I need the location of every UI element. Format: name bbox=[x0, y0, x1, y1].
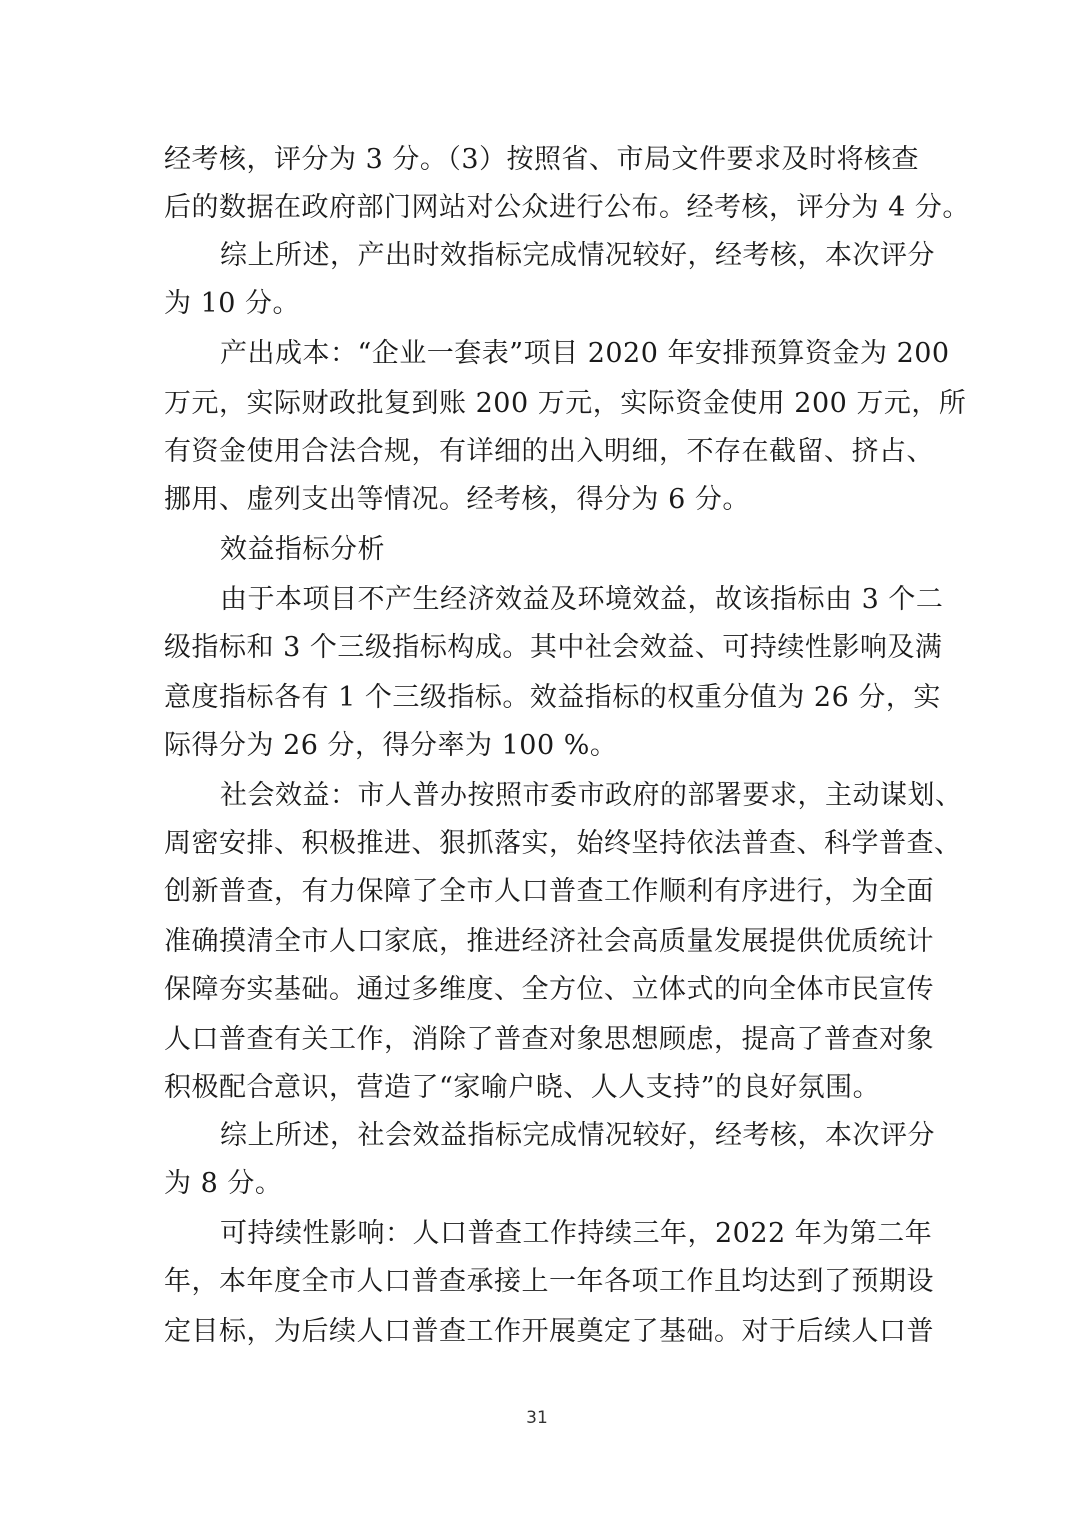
text-line: 挪用、虚列支出等情况。经考核，得分为 6 分。 bbox=[164, 484, 750, 515]
text-line: 创新普查，有力保障了全市人口普查工作顺利有序进行，为全面 bbox=[164, 876, 934, 907]
text-line: 综上所述，社会效益指标完成情况较好，经考核，本次评分 bbox=[220, 1120, 935, 1151]
text-line: 综上所述，产出时效指标完成情况较好，经考核，本次评分 bbox=[220, 240, 935, 271]
text-line: 准确摸清全市人口家底，推进经济社会高质量发展提供优质统计 bbox=[164, 926, 934, 957]
text-line: 后的数据在政府部门网站对公众进行公布。经考核，评分为 4 分。 bbox=[164, 192, 970, 223]
text-line: 意度指标各有 1 个三级指标。效益指标的权重分值为 26 分，实 bbox=[164, 682, 941, 713]
text-line: 产出成本：“企业一套表”项目 2020 年安排预算资金为 200 bbox=[220, 338, 950, 369]
text-line: 为 10 分。 bbox=[164, 288, 301, 319]
text-line: 经考核，评分为 3 分。（3）按照省、市局文件要求及时将核查 bbox=[164, 144, 920, 175]
text-line: 定目标，为后续人口普查工作开展奠定了基础。对于后续人口普 bbox=[164, 1316, 934, 1347]
text-line: 人口普查有关工作，消除了普查对象思想顾虑，提高了普查对象 bbox=[164, 1024, 934, 1055]
text-line: 可持续性影响：人口普查工作持续三年，2022 年为第二年 bbox=[220, 1218, 933, 1249]
text-line: 年，本年度全市人口普查承接上一年各项工作且均达到了预期设 bbox=[164, 1266, 934, 1297]
text-line: 级指标和 3 个三级指标构成。其中社会效益、可持续性影响及满 bbox=[164, 632, 943, 663]
text-line: 周密安排、积极推进、狠抓落实，始终坚持依法普查、科学普查、 bbox=[164, 828, 962, 859]
text-line: 保障夯实基础。通过多维度、全方位、立体式的向全体市民宣传 bbox=[164, 974, 934, 1005]
text-line: 际得分为 26 分，得分率为 100 %。 bbox=[164, 730, 618, 761]
text-line: 社会效益：市人普办按照市委市政府的部署要求，主动谋划、 bbox=[220, 780, 963, 811]
text-line: 积极配合意识，营造了“家喻户晓、人人支持”的良好氛围。 bbox=[164, 1072, 881, 1103]
text-line: 为 8 分。 bbox=[164, 1168, 283, 1199]
text-line: 有资金使用合法合规，有详细的出入明细，不存在截留、挤占、 bbox=[164, 436, 934, 467]
page-number: 31 bbox=[526, 1408, 548, 1428]
text-line: 由于本项目不产生经济效益及环境效益，故该指标由 3 个二 bbox=[220, 584, 944, 615]
section-heading: 效益指标分析 bbox=[220, 534, 385, 565]
text-line: 万元，实际财政批复到账 200 万元，实际资金使用 200 万元，所 bbox=[164, 388, 967, 419]
